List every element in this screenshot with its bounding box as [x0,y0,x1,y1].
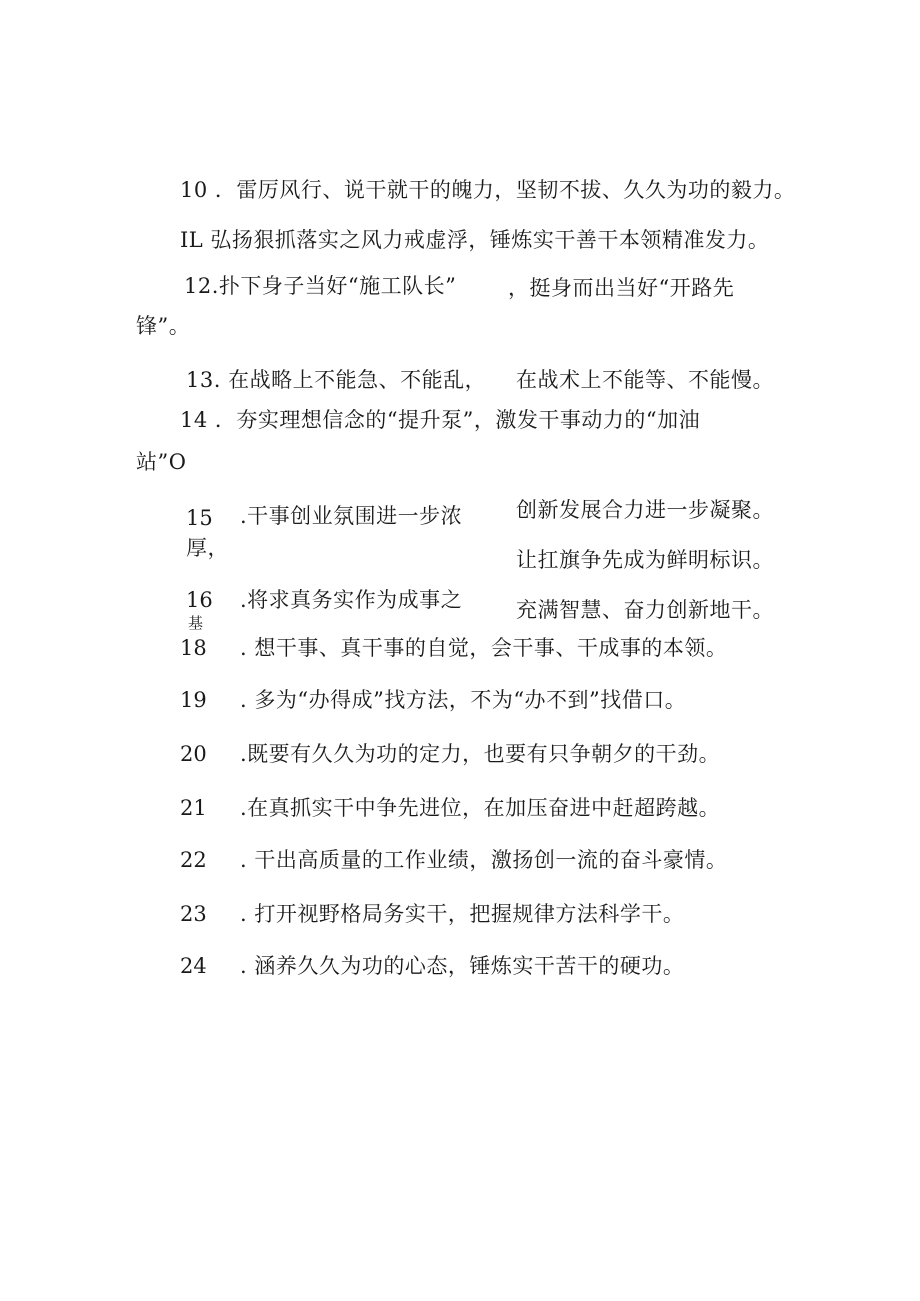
line-12-part-1: 12.扑下身子当好“施工队长” [184,274,457,298]
line-14-part-1: 14 ．夯实理想信念的“提升泵”，激发干事动力的“加油 [180,408,701,432]
line-18-number: 18 [180,636,207,660]
line-14-part-2: 站”O [136,450,187,474]
line-15-number: 15 [186,506,213,530]
line-11: IL 弘扬狠抓落实之风力戒虚浮，锤炼实干善干本领精准发力。 [180,228,770,252]
line-23-number: 23 [180,902,207,926]
line-24-text: . 涵养久久为功的心态，锤炼实干苦干的硬功。 [240,954,685,978]
line-20-number: 20 [180,742,207,766]
line-21-text: .在真抓实干中争先进位，在加压奋进中赶超跨越。 [240,796,721,820]
line-16-part-2: 基 [188,614,204,632]
line-12-part-2: ，挺身而出当好“开路先 [508,276,735,300]
line-23-text: . 打开视野格局务实干，把握规律方法科学干。 [240,902,685,926]
line-15-part-1: .干事创业氛围进一步浓 [240,504,463,528]
line-22-number: 22 [180,848,207,872]
line-16-number: 16 [186,588,213,612]
line-18-text: . 想干事、真干事的自觉，会干事、干成事的本领。 [240,636,728,660]
line-16-part-1: .将求真务实作为成事之 [240,588,463,612]
line-13-part-1: 13. 在战略上不能急、不能乱， [186,368,487,392]
line-21-number: 21 [180,796,207,820]
line-24-number: 24 [180,954,207,978]
line-22-text: . 干出高质量的工作业绩，激扬创一流的奋斗豪情。 [240,848,728,872]
line-12-part-3: 锋”。 [136,314,191,338]
line-10: 10 ．雷厉风行、说干就干的魄力，坚韧不拔、久久为功的毅力。 [180,178,796,202]
line-20-text: .既要有久久为功的定力，也要有只争朝夕的干劲。 [240,742,721,766]
line-16-part-3: 充满智慧、奋力创新地干。 [516,598,774,622]
line-19-text: . 多为“办得成”找方法，不为“办不到”找借口。 [240,688,687,712]
line-15-part-3: 创新发展合力进一步凝聚。 [516,498,774,522]
line-15-part-2: 厚， [186,536,229,560]
line-19-number: 19 [180,688,207,712]
line-15-part-4: 让扛旗争先成为鲜明标识。 [516,548,774,572]
line-13-part-2: 在战术上不能等、不能慢。 [516,368,774,392]
